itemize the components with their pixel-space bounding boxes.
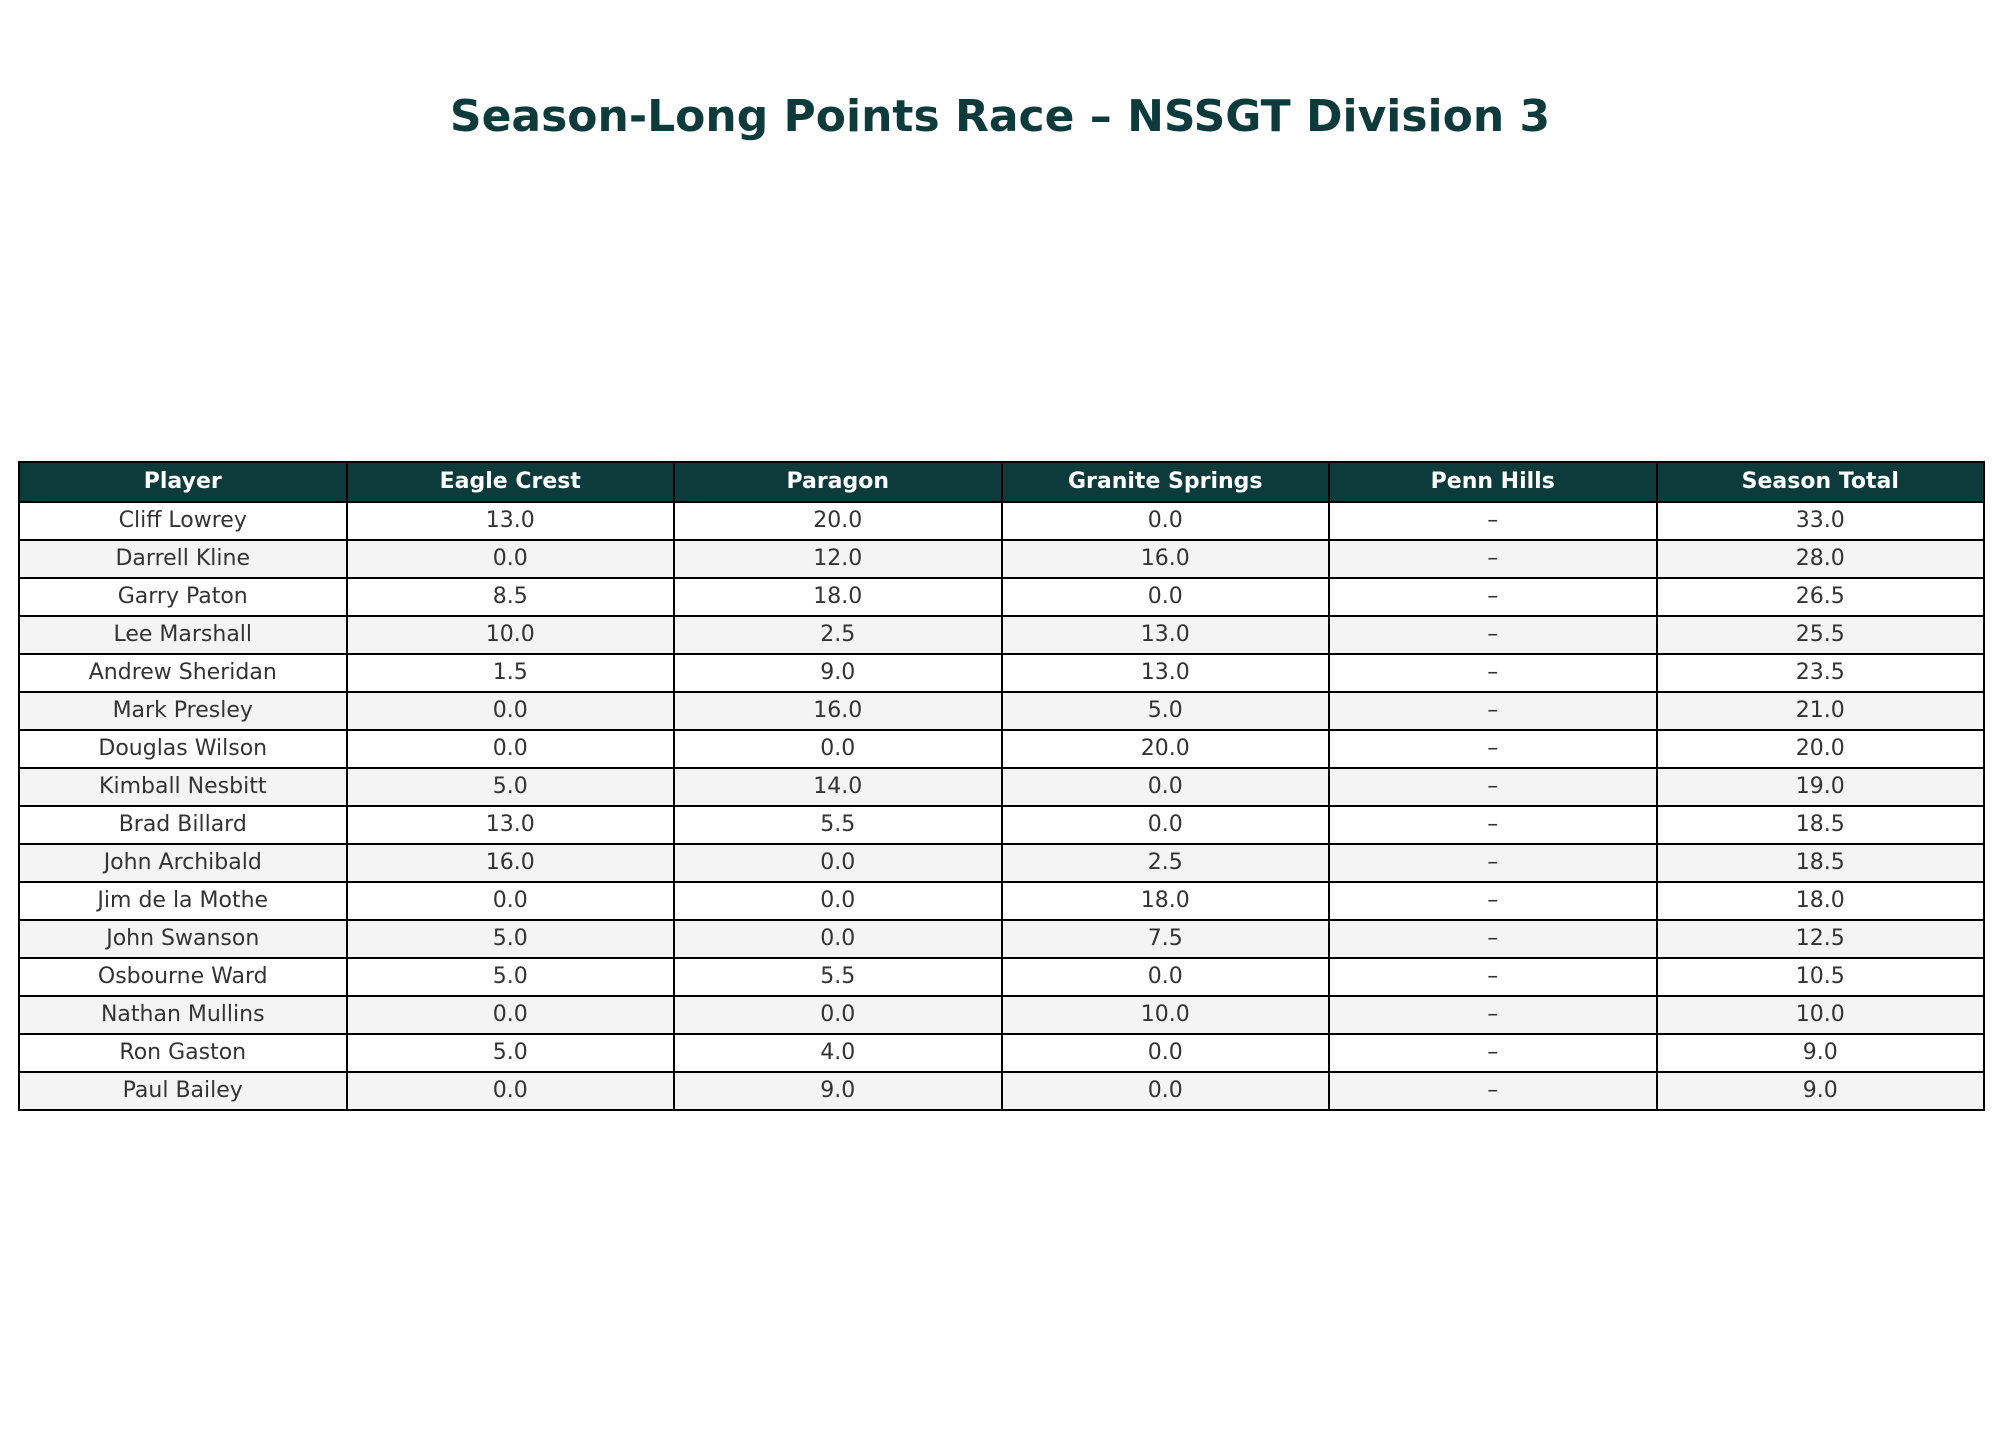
table-cell-granite-springs: 0.0: [1002, 768, 1330, 806]
table-cell-paragon: 0.0: [674, 730, 1002, 768]
column-header-eagle-crest: Eagle Crest: [347, 462, 675, 502]
table-cell-penn-hills: –: [1329, 1034, 1657, 1072]
table-cell-season-total: 9.0: [1657, 1034, 1985, 1072]
table-cell-paragon: 9.0: [674, 1072, 1002, 1110]
table-cell-penn-hills: –: [1329, 502, 1657, 540]
table-row: [19, 958, 1984, 996]
table-cell-paragon: 5.5: [674, 958, 1002, 996]
table-row: [19, 654, 1984, 692]
table-cell-season-total: 9.0: [1657, 1072, 1985, 1110]
table-cell-granite-springs: 18.0: [1002, 882, 1330, 920]
table-row: [19, 692, 1984, 730]
table-cell-penn-hills: –: [1329, 692, 1657, 730]
table-row: [19, 1072, 1984, 1110]
table-cell-paragon: 0.0: [674, 882, 1002, 920]
table-cell-eagle-crest: 0.0: [347, 692, 675, 730]
table-cell-player: Garry Paton: [19, 578, 347, 616]
table-cell-season-total: 23.5: [1657, 654, 1985, 692]
table-cell-player: John Swanson: [19, 920, 347, 958]
table-cell-player: Nathan Mullins: [19, 996, 347, 1034]
table-cell-player: Paul Bailey: [19, 1072, 347, 1110]
table-cell-paragon: 20.0: [674, 502, 1002, 540]
table-cell-player: Andrew Sheridan: [19, 654, 347, 692]
table-cell-granite-springs: 0.0: [1002, 806, 1330, 844]
table-cell-season-total: 20.0: [1657, 730, 1985, 768]
table-cell-granite-springs: 7.5: [1002, 920, 1330, 958]
table-cell-player: Brad Billard: [19, 806, 347, 844]
table-cell-paragon: 5.5: [674, 806, 1002, 844]
header-row: [19, 462, 1984, 502]
table-cell-granite-springs: 20.0: [1002, 730, 1330, 768]
table-cell-granite-springs: 0.0: [1002, 502, 1330, 540]
table-cell-granite-springs: 5.0: [1002, 692, 1330, 730]
table-cell-player: John Archibald: [19, 844, 347, 882]
table-cell-granite-springs: 0.0: [1002, 1072, 1330, 1110]
table-cell-season-total: 18.5: [1657, 806, 1985, 844]
table-cell-player: Ron Gaston: [19, 1034, 347, 1072]
column-header-penn-hills: Penn Hills: [1329, 462, 1657, 502]
table-cell-penn-hills: –: [1329, 730, 1657, 768]
table-cell-granite-springs: 10.0: [1002, 996, 1330, 1034]
table-row: [19, 502, 1984, 540]
table-cell-granite-springs: 2.5: [1002, 844, 1330, 882]
table-cell-penn-hills: –: [1329, 540, 1657, 578]
table-cell-granite-springs: 16.0: [1002, 540, 1330, 578]
table-cell-player: Lee Marshall: [19, 616, 347, 654]
table-cell-season-total: 19.0: [1657, 768, 1985, 806]
table-body: [19, 502, 1984, 1110]
table-cell-granite-springs: 13.0: [1002, 616, 1330, 654]
table-cell-season-total: 12.5: [1657, 920, 1985, 958]
table-cell-eagle-crest: 10.0: [347, 616, 675, 654]
table-row: [19, 578, 1984, 616]
table-cell-paragon: 0.0: [674, 920, 1002, 958]
table-row: [19, 806, 1984, 844]
table-cell-paragon: 12.0: [674, 540, 1002, 578]
table-cell-season-total: 25.5: [1657, 616, 1985, 654]
table-row: [19, 616, 1984, 654]
table-cell-penn-hills: –: [1329, 920, 1657, 958]
table-cell-eagle-crest: 0.0: [347, 1072, 675, 1110]
table-cell-granite-springs: 0.0: [1002, 958, 1330, 996]
table-cell-penn-hills: –: [1329, 806, 1657, 844]
table-cell-penn-hills: –: [1329, 844, 1657, 882]
table-row: [19, 730, 1984, 768]
table-cell-player: Douglas Wilson: [19, 730, 347, 768]
table-cell-penn-hills: –: [1329, 958, 1657, 996]
table-cell-season-total: 26.5: [1657, 578, 1985, 616]
table-cell-player: Cliff Lowrey: [19, 502, 347, 540]
table-cell-eagle-crest: 0.0: [347, 996, 675, 1034]
table-cell-penn-hills: –: [1329, 768, 1657, 806]
table-cell-paragon: 0.0: [674, 844, 1002, 882]
table-cell-season-total: 18.5: [1657, 844, 1985, 882]
standings-table: [18, 461, 1985, 1111]
column-header-paragon: Paragon: [674, 462, 1002, 502]
table-cell-player: Darrell Kline: [19, 540, 347, 578]
table-cell-granite-springs: 13.0: [1002, 654, 1330, 692]
table-row: [19, 844, 1984, 882]
table-cell-season-total: 28.0: [1657, 540, 1985, 578]
table-cell-paragon: 16.0: [674, 692, 1002, 730]
table-cell-eagle-crest: 16.0: [347, 844, 675, 882]
table-row: [19, 996, 1984, 1034]
table-cell-eagle-crest: 1.5: [347, 654, 675, 692]
table-cell-granite-springs: 0.0: [1002, 578, 1330, 616]
table-row: [19, 882, 1984, 920]
table-cell-penn-hills: –: [1329, 1072, 1657, 1110]
table-cell-eagle-crest: 5.0: [347, 958, 675, 996]
table-cell-paragon: 18.0: [674, 578, 1002, 616]
table-cell-paragon: 9.0: [674, 654, 1002, 692]
table-cell-granite-springs: 0.0: [1002, 1034, 1330, 1072]
table-cell-eagle-crest: 13.0: [347, 806, 675, 844]
table-cell-player: Osbourne Ward: [19, 958, 347, 996]
table-cell-eagle-crest: 5.0: [347, 920, 675, 958]
column-header-player: Player: [19, 462, 347, 502]
table-cell-penn-hills: –: [1329, 616, 1657, 654]
table-cell-paragon: 0.0: [674, 996, 1002, 1034]
table-cell-player: Mark Presley: [19, 692, 347, 730]
table-row: [19, 1034, 1984, 1072]
table-cell-eagle-crest: 0.0: [347, 540, 675, 578]
table-cell-player: Kimball Nesbitt: [19, 768, 347, 806]
table-row: [19, 768, 1984, 806]
table-cell-eagle-crest: 13.0: [347, 502, 675, 540]
table-cell-eagle-crest: 0.0: [347, 730, 675, 768]
table-row: [19, 920, 1984, 958]
table-cell-player: Jim de la Mothe: [19, 882, 347, 920]
table-cell-penn-hills: –: [1329, 654, 1657, 692]
table-cell-eagle-crest: 0.0: [347, 882, 675, 920]
table-cell-paragon: 2.5: [674, 616, 1002, 654]
column-header-season-total: Season Total: [1657, 462, 1985, 502]
table-cell-penn-hills: –: [1329, 996, 1657, 1034]
table-cell-eagle-crest: 8.5: [347, 578, 675, 616]
table-cell-paragon: 4.0: [674, 1034, 1002, 1072]
table-cell-eagle-crest: 5.0: [347, 1034, 675, 1072]
table-cell-season-total: 10.5: [1657, 958, 1985, 996]
table-cell-penn-hills: –: [1329, 882, 1657, 920]
table-cell-season-total: 10.0: [1657, 996, 1985, 1034]
table-cell-eagle-crest: 5.0: [347, 768, 675, 806]
column-header-granite-springs: Granite Springs: [1002, 462, 1330, 502]
table-cell-season-total: 18.0: [1657, 882, 1985, 920]
table-cell-season-total: 21.0: [1657, 692, 1985, 730]
chart-title: Season-Long Points Race – NSSGT Division 3: [449, 91, 1551, 142]
table-cell-season-total: 33.0: [1657, 502, 1985, 540]
table-cell-paragon: 14.0: [674, 768, 1002, 806]
table-row: [19, 540, 1984, 578]
table-cell-penn-hills: –: [1329, 578, 1657, 616]
